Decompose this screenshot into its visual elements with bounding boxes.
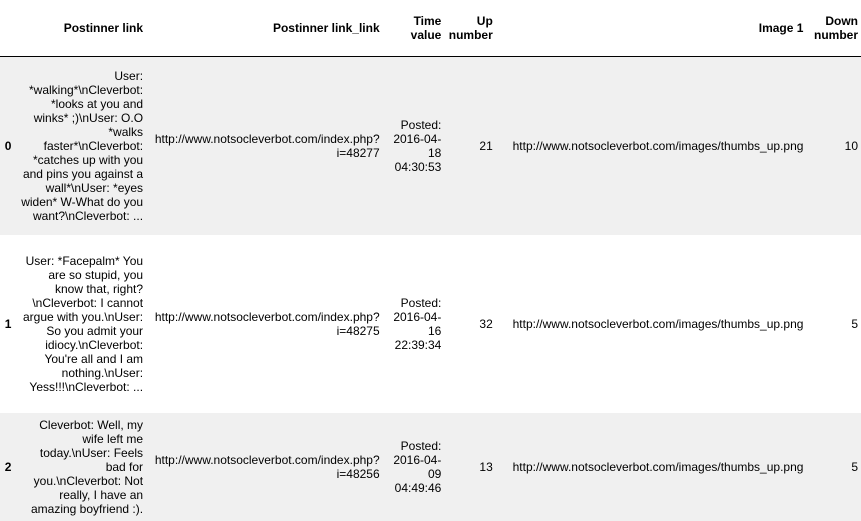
cell-postinner-link-link: http://www.notsocleverbot.com/index.php?i=48256 bbox=[146, 413, 383, 521]
header-up-number: Up number bbox=[444, 0, 495, 56]
header-down-number: Down number bbox=[806, 0, 861, 56]
cell-postinner-link bbox=[14, 413, 146, 521]
cell-time-value bbox=[383, 413, 445, 521]
cell-up-number: 21 bbox=[444, 56, 495, 235]
table-row bbox=[0, 413, 861, 521]
cell-postinner-link bbox=[14, 235, 146, 413]
header-postinner-link-link: Postinner link_link bbox=[146, 0, 383, 56]
header-index bbox=[0, 0, 14, 56]
cell-image-1: http://www.notsocleverbot.com/images/thumbs_up.png bbox=[496, 413, 807, 521]
cell-down-number: 5 bbox=[806, 413, 861, 521]
cell-down-number: 10 bbox=[806, 56, 861, 235]
cell-postinner-link bbox=[14, 56, 146, 235]
time-value-text: Posted: 2016-04-18 04:30:53 bbox=[393, 117, 442, 174]
postinner-link-text: User: *walking*\nCleverbot: *looks at you and winks* ;)\nUser: O.O *walks faster*\nCleverbot: *catches up with you and pins you against a wall*\nUser: *eyes widen* W-What do you want?\nCleverbot: ... bbox=[21, 68, 144, 223]
postinner-link-text: User: *Facepalm* You are so stupid, you know that, right?\nCleverbot: I cannot argue with you.\nUser: So you admit your idiocy.\nCleverbot: You're all and I am nothing.\nUser: Yess!!!\nCleverbot: ... bbox=[22, 253, 144, 394]
cell-postinner-link-link: http://www.notsocleverbot.com/index.php?i=48277 bbox=[146, 56, 383, 235]
table-body bbox=[0, 56, 861, 521]
cell-time-value bbox=[383, 235, 445, 413]
header-row bbox=[0, 0, 861, 56]
table-header bbox=[0, 0, 861, 56]
header-image-1: Image 1 bbox=[496, 0, 807, 56]
cell-time-value bbox=[383, 56, 445, 235]
cell-image-1: http://www.notsocleverbot.com/images/thumbs_up.png bbox=[496, 56, 807, 235]
table-row bbox=[0, 56, 861, 235]
cell-down-number: 5 bbox=[806, 235, 861, 413]
cell-up-number: 32 bbox=[444, 235, 495, 413]
row-index: 0 bbox=[0, 56, 14, 235]
time-value-text: Posted: 2016-04-09 04:49:46 bbox=[393, 438, 442, 495]
row-index: 1 bbox=[0, 235, 14, 413]
cell-postinner-link-link: http://www.notsocleverbot.com/index.php?i=48275 bbox=[146, 235, 383, 413]
header-postinner-link: Postinner link bbox=[14, 0, 146, 56]
header-time-value: Time value bbox=[383, 0, 445, 56]
row-index: 2 bbox=[0, 413, 14, 521]
cell-image-1: http://www.notsocleverbot.com/images/thumbs_up.png bbox=[496, 235, 807, 413]
postinner-link-text: Cleverbot: Well, my wife left me today.\nUser: Feels bad for you.\nCleverbot: Not really, I have an amazing boyfriend :). bbox=[30, 417, 144, 516]
cell-up-number: 13 bbox=[444, 413, 495, 521]
time-value-text: Posted: 2016-04-16 22:39:34 bbox=[393, 295, 442, 352]
table-row bbox=[0, 235, 861, 413]
